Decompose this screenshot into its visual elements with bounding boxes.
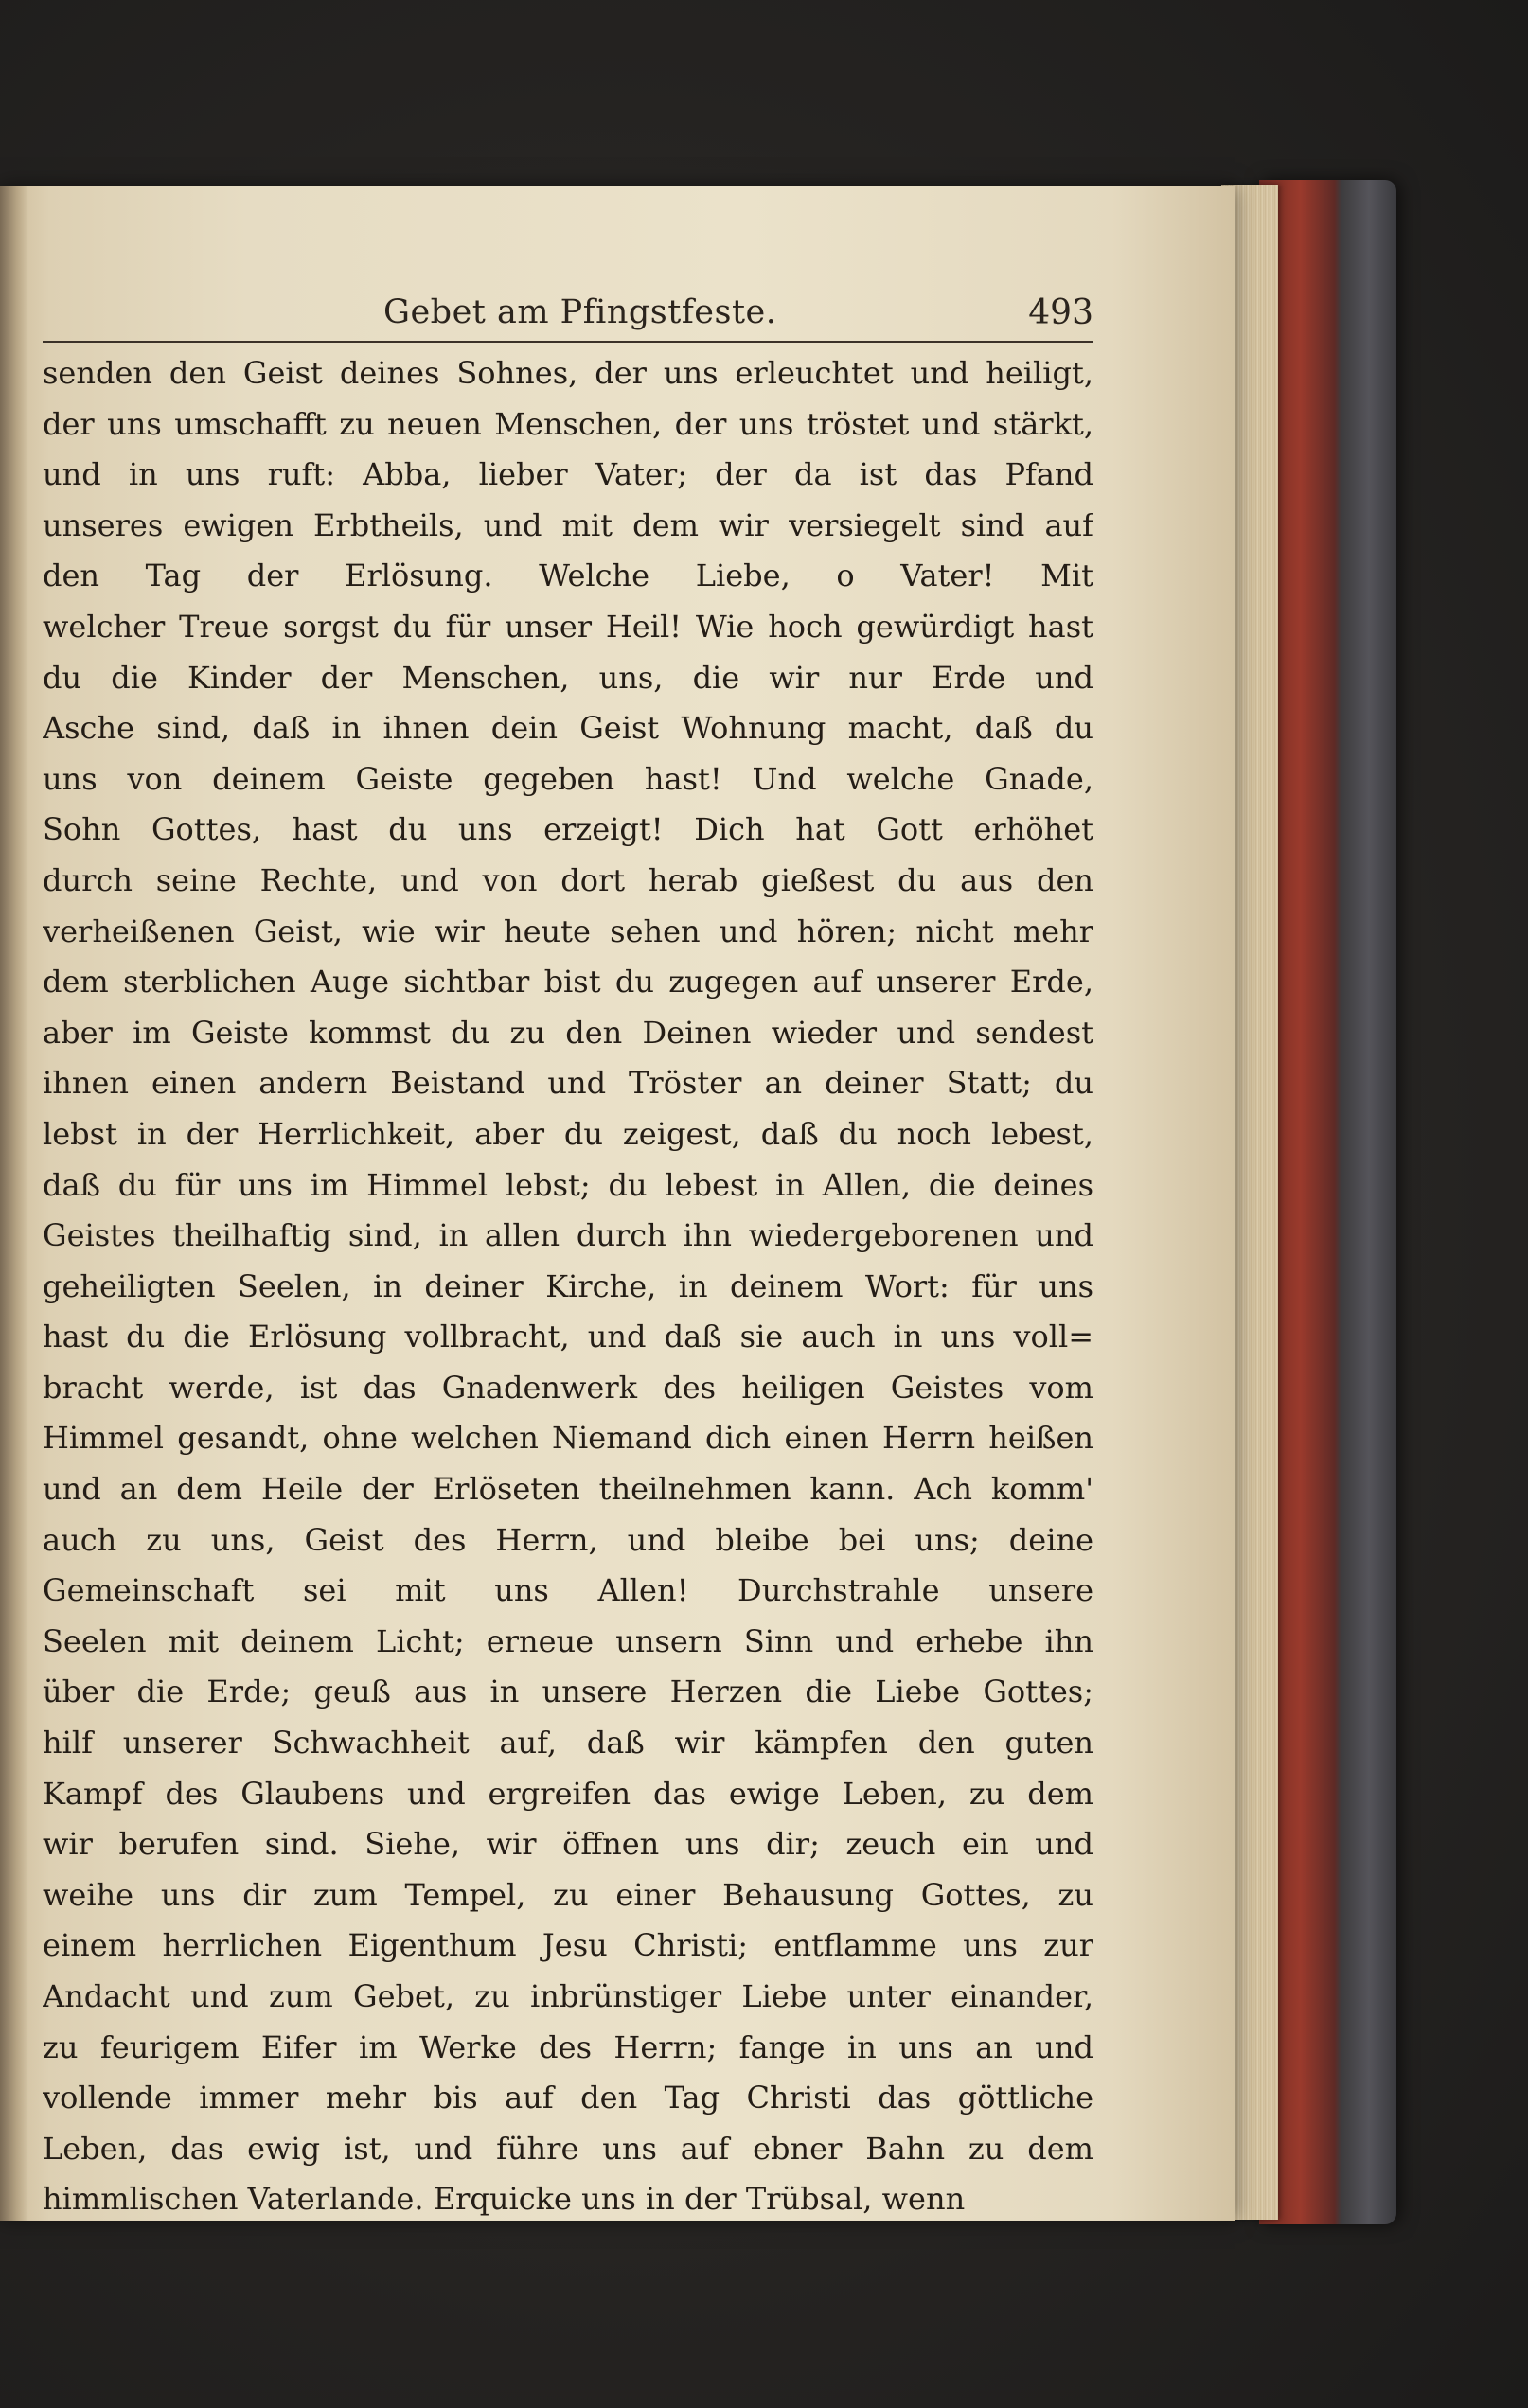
text-line: einem herrlichen Eigenthum Jesu Christi; entflamme uns zur [43,1927,1093,1964]
text-line: dem sterblichen Auge sichtbar bist du zugegen auf unserer Erde, [43,964,1093,1000]
text-line: du die Kinder der Menschen, uns, die wir nur Erde und [43,659,1093,696]
text-line: hast du die Erlösung vollbracht, und daß sie auch in uns voll= [43,1319,1093,1355]
text-line: zu feurigem Eifer im Werke des Herrn; fange in uns an und [43,2028,1093,2065]
text-line: der uns umschafft zu neuen Menschen, der uns tröstet und stärkt, [43,405,1093,442]
text-line: und in uns ruft: Abba, lieber Vater; der da ist das Pfand [43,456,1093,493]
text-line: Kampf des Glaubens und ergreifen das ewige Leben, zu dem [43,1775,1093,1812]
body-text [43,348,1093,2225]
running-head-title: Gebet am Pfingstfeste. [383,293,777,331]
text-line: ihnen einen andern Beistand und Tröster an deiner Statt; du [43,1065,1093,1102]
running-header [43,284,1093,341]
text-line: über die Erde; geuß aus in unsere Herzen die Liebe Gottes; [43,1673,1093,1710]
text-line: den Tag der Erlösung. Welche Liebe, o Vater! Mit [43,558,1093,594]
text-line: Asche sind, daß in ihnen dein Geist Wohnung macht, daß du [43,710,1093,747]
text-line: hilf unserer Schwachheit auf, daß wir kämpfen den guten [43,1725,1093,1762]
page-gutter-shadow [0,186,28,2221]
text-line: Leben, das ewig ist, und führe uns auf ebner Bahn zu dem [43,2130,1093,2167]
text-line: bracht werde, ist das Gnadenwerk des heiligen Geistes vom [43,1369,1093,1406]
text-line: Sohn Gottes, hast du uns erzeigt! Dich hat Gott erhöhet [43,811,1093,848]
page-number: 493 [1028,293,1093,332]
text-line: auch zu uns, Geist des Herrn, und bleibe bei uns; deine [43,1521,1093,1558]
text-line: aber im Geiste kommst du zu den Deinen wieder und sendest [43,1014,1093,1051]
book-cover [1259,180,1396,2224]
text-line: welcher Treue sorgst du für unser Heil! Wie hoch gewürdigt hast [43,608,1093,645]
text-line: Gemeinschaft sei mit uns Allen! Durchstrahle unsere [43,1572,1093,1609]
text-line: wir berufen sind. Siehe, wir öffnen uns dir; zeuch ein und [43,1826,1093,1863]
text-line: himmlischen Vaterlande. Erquicke uns in der Trübsal, wenn [43,2181,966,2218]
text-line: daß du für uns im Himmel lebst; du lebest in Allen, die deines [43,1166,1093,1203]
text-line: vollende immer mehr bis auf den Tag Christi das göttliche [43,2080,1093,2116]
text-line: geheiligten Seelen, in deiner Kirche, in deinem Wort: für uns [43,1267,1093,1304]
text-line: Geistes theilhaftig sind, in allen durch ihn wiedergeborenen und [43,1217,1093,1254]
text-line: Andacht und zum Gebet, zu inbrünstiger Liebe unter einander, [43,1978,1093,2014]
text-line: und an dem Heile der Erlöseten theilnehmen kann. Ach komm' [43,1471,1093,1508]
text-line: senden den Geist deines Sohnes, der uns erleuchtet und heiligt, [43,355,1093,391]
text-line: uns von deinem Geiste gegeben hast! Und welche Gnade, [43,760,1093,797]
text-line: durch seine Rechte, und von dort herab gießest du aus den [43,861,1093,898]
text-line: weihe uns dir zum Tempel, zu einer Behausung Gottes, zu [43,1876,1093,1913]
text-line: unseres ewigen Erbtheils, und mit dem wir versiegelt sind auf [43,506,1093,543]
header-rule [43,341,1093,343]
text-line: verheißenen Geist, wie wir heute sehen und hören; nicht mehr [43,912,1093,949]
text-line: lebst in der Herrlichkeit, aber du zeigest, daß du noch lebest, [43,1115,1093,1152]
text-line: Seelen mit deinem Licht; erneue unsern Sinn und erhebe ihn [43,1622,1093,1659]
text-line: Himmel gesandt, ohne welchen Niemand dich einen Herrn heißen [43,1420,1093,1457]
